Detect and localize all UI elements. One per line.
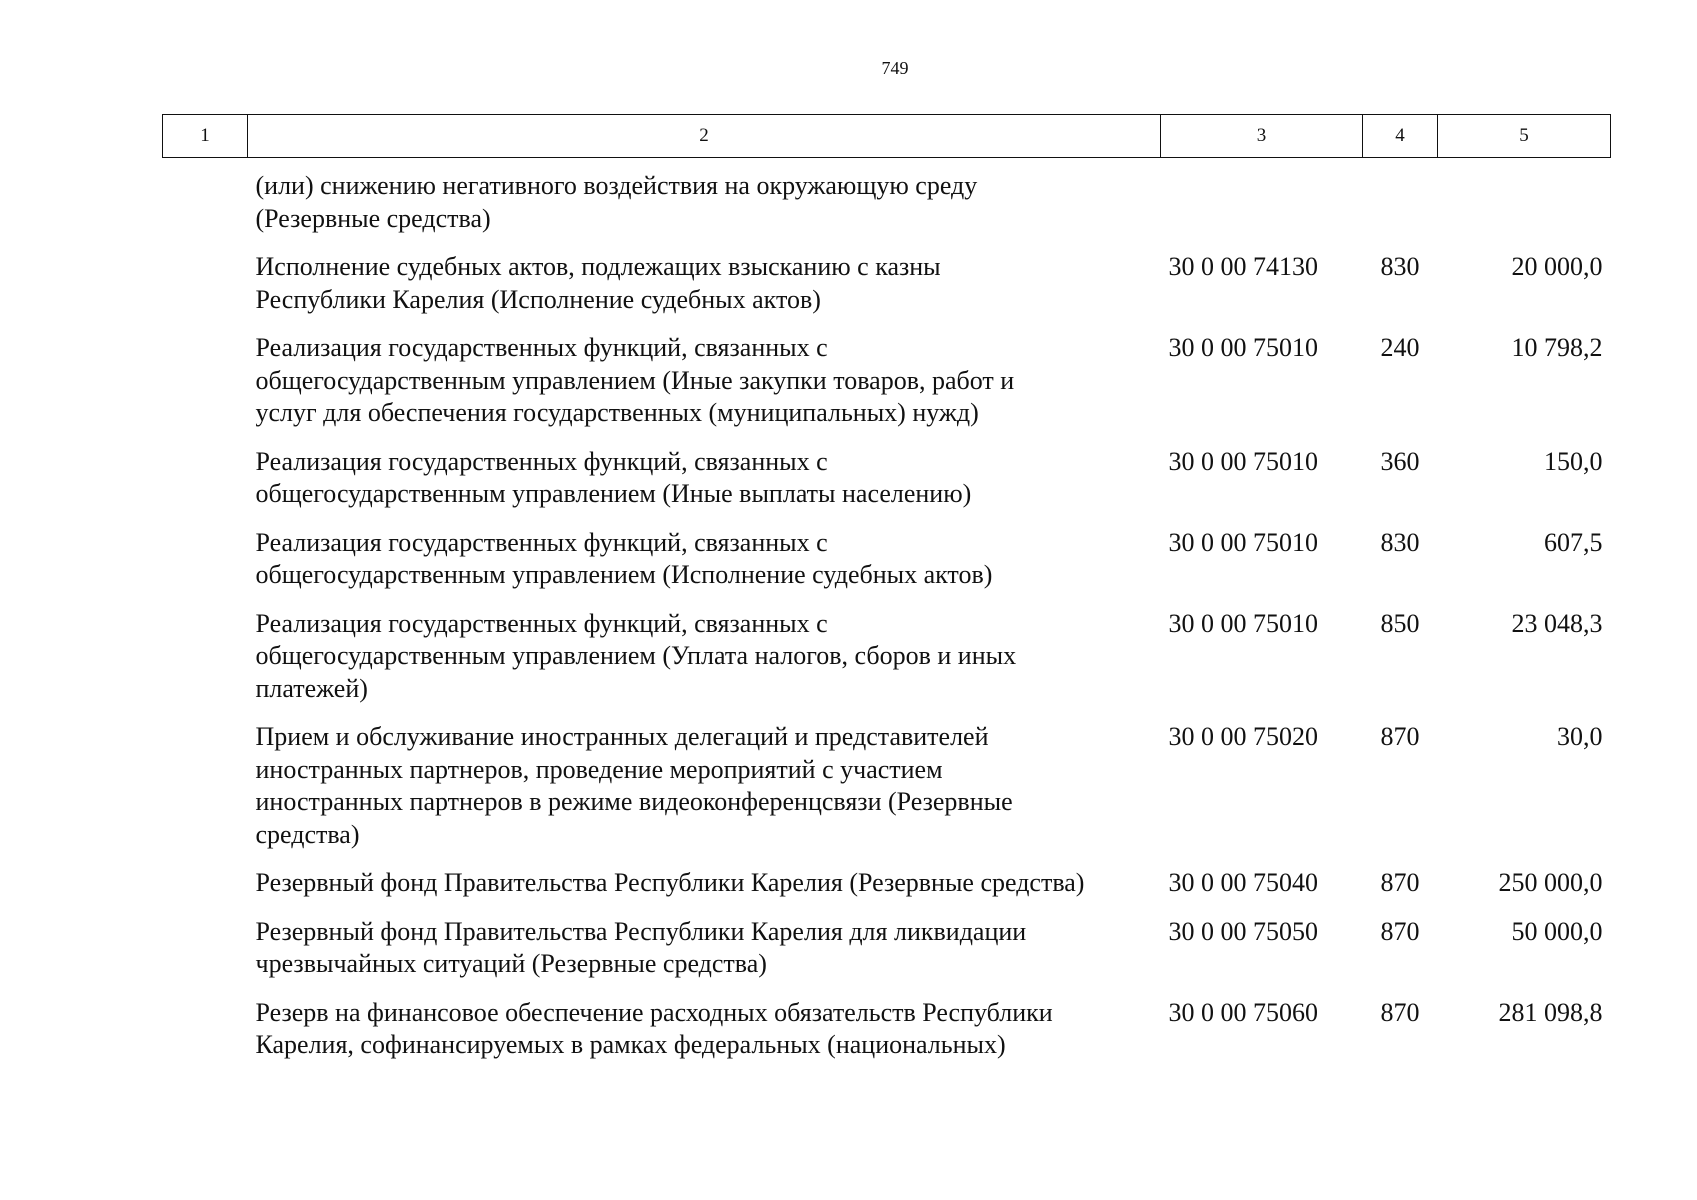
- description-cell: [248, 332, 1161, 446]
- row-number-cell: [163, 608, 248, 722]
- header-col-3: 3: [1161, 115, 1363, 158]
- description-line: Резервный фонд Правительства Республики Карелия для ликвидации: [255, 916, 1027, 946]
- description-line: общегосударственным управлением (Иные выплаты населению): [255, 479, 972, 508]
- description-line: (или) снижению негативного воздействия на окружающую среду: [255, 171, 978, 200]
- code-cell: 30 0 00 75020: [1168, 722, 1318, 751]
- description-cell: [248, 446, 1161, 527]
- row-number-cell: [163, 332, 248, 446]
- budget-table: [162, 114, 1611, 1078]
- expense-type-cell: [1363, 158, 1438, 252]
- amount-cell: 20 000,0: [1511, 252, 1603, 281]
- table-row: [163, 997, 1611, 1078]
- table-row: [163, 332, 1611, 446]
- table-row: [163, 251, 1611, 332]
- description-line: Республики Карелия (Исполнение судебных актов): [255, 284, 821, 314]
- expense-type-cell: 850: [1380, 608, 1420, 638]
- row-number-cell: [163, 251, 248, 332]
- code-cell: 30 0 00 74130: [1168, 252, 1318, 281]
- expense-type-cell: 870: [1380, 722, 1420, 751]
- description-cell: [248, 916, 1161, 997]
- table-row: [163, 527, 1611, 608]
- amount-cell: 150,0: [1544, 446, 1603, 476]
- description-cell: [248, 527, 1161, 608]
- amount-cell: 50 000,0: [1511, 916, 1603, 946]
- table-body: [163, 158, 1611, 1078]
- description-line: общегосударственным управлением (Иные закупки товаров, работ и: [255, 365, 1015, 395]
- row-number-cell: [163, 721, 248, 867]
- expense-type-cell: 830: [1380, 252, 1420, 281]
- expense-type-cell: 870: [1380, 916, 1420, 946]
- description-line: Резерв на финансовое обеспечение расходных обязательств Республики: [255, 997, 1053, 1027]
- description-line: Прием и обслуживание иностранных делегаций и представителей: [255, 722, 989, 751]
- description-line: иностранных партнеров в режиме видеоконференцсвязи (Резервные: [255, 787, 1013, 816]
- description-line: Реализация государственных функций, связанных с: [255, 527, 828, 557]
- code-cell: 30 0 00 75010: [1168, 446, 1318, 476]
- table-row: [163, 916, 1611, 997]
- row-number-cell: [163, 158, 248, 252]
- code-cell: [1161, 158, 1363, 252]
- header-col-4: 4: [1363, 115, 1438, 158]
- description-line: общегосударственным управлением (Уплата налогов, сборов и иных: [255, 641, 1017, 670]
- description-line: (Резервные средства): [255, 203, 491, 233]
- description-line: иностранных партнеров, проведение мероприятий с участием: [255, 754, 943, 784]
- header-row: [163, 115, 1611, 158]
- description-line: средства): [255, 819, 360, 849]
- expense-type-cell: 870: [1380, 868, 1420, 897]
- description-line: чрезвычайных ситуаций (Резервные средства): [255, 949, 767, 978]
- row-number-cell: [163, 527, 248, 608]
- description-line: Карелия, софинансируемых в рамках федеральных (национальных): [255, 1030, 1006, 1059]
- header-col-1: 1: [163, 115, 248, 158]
- row-number-cell: [163, 997, 248, 1078]
- expense-type-cell: 830: [1380, 527, 1420, 557]
- description-cell: [248, 997, 1161, 1078]
- description-cell: [248, 251, 1161, 332]
- code-cell: 30 0 00 75010: [1168, 333, 1318, 362]
- amount-cell: 23 048,3: [1511, 608, 1603, 638]
- amount-cell: 281 098,8: [1498, 997, 1603, 1027]
- description-line: платежей): [255, 673, 368, 703]
- description-line: Реализация государственных функций, связанных с: [255, 333, 828, 362]
- description-line: Реализация государственных функций, связанных с: [255, 608, 828, 638]
- description-line: общегосударственным управлением (Исполнение судебных актов): [255, 560, 993, 589]
- description-cell: [248, 608, 1161, 722]
- table-row: [163, 867, 1611, 916]
- amount-cell: 10 798,2: [1511, 333, 1603, 362]
- code-cell: 30 0 00 75040: [1168, 868, 1318, 897]
- amount-cell: 250 000,0: [1498, 868, 1603, 897]
- code-cell: 30 0 00 75060: [1168, 997, 1318, 1027]
- description-line: Исполнение судебных актов, подлежащих взысканию с казны: [255, 252, 941, 281]
- header-col-2: 2: [248, 115, 1161, 158]
- amount-cell: [1438, 158, 1611, 252]
- description-line: Реализация государственных функций, связанных с: [255, 446, 828, 476]
- description-line: услуг для обеспечения государственных (муниципальных) нужд): [255, 398, 979, 427]
- table-row: [163, 446, 1611, 527]
- description-cell: [248, 867, 1161, 916]
- header-col-5: 5: [1438, 115, 1611, 158]
- description-cell: [248, 721, 1161, 867]
- expense-type-cell: 360: [1380, 446, 1420, 476]
- table-row: [163, 721, 1611, 867]
- row-number-cell: [163, 867, 248, 916]
- continuation-row: [163, 158, 1611, 252]
- row-number-cell: [163, 446, 248, 527]
- description-line: Резервный фонд Правительства Республики Карелия (Резервные средства): [255, 868, 1085, 897]
- amount-cell: 30,0: [1557, 722, 1603, 751]
- expense-type-cell: 870: [1380, 997, 1420, 1027]
- table-header: [163, 115, 1611, 158]
- table-row: [163, 608, 1611, 722]
- amount-cell: 607,5: [1544, 527, 1603, 557]
- row-number-cell: [163, 916, 248, 997]
- continuation-description: [248, 158, 1161, 252]
- page-number: 749: [881, 58, 909, 78]
- code-cell: 30 0 00 75050: [1168, 916, 1318, 946]
- expense-type-cell: 240: [1380, 333, 1420, 362]
- code-cell: 30 0 00 75010: [1168, 527, 1318, 557]
- code-cell: 30 0 00 75010: [1168, 608, 1318, 638]
